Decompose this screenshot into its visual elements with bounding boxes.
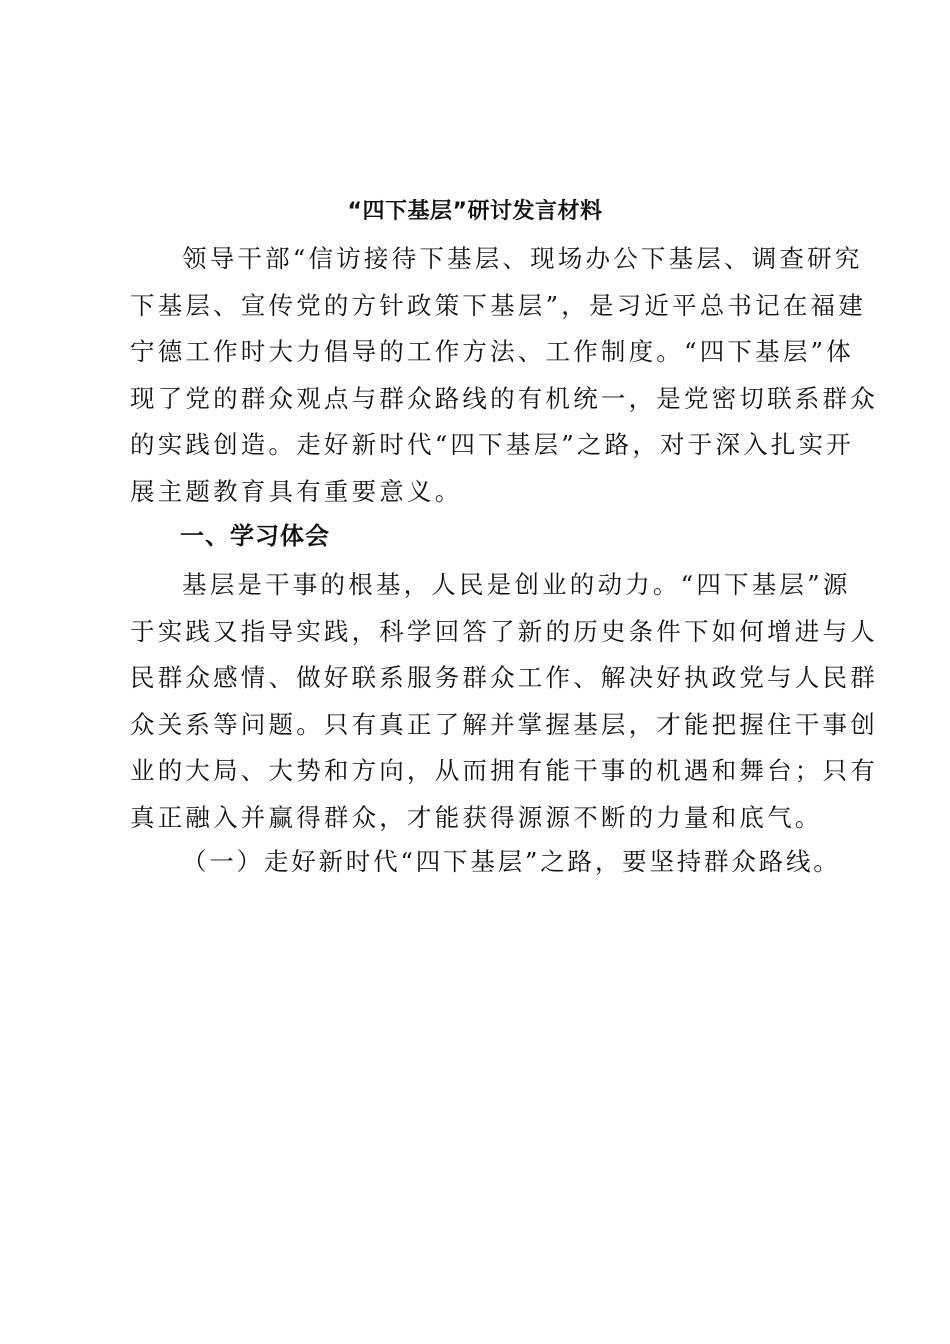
section-line: 基层是干事的根基，人民是创业的动力。“四下基层”源 [182,570,851,599]
intro-paragraph [130,236,878,515]
section-line: 众关系等问题。只有真正了解并掌握基层，才能把握住干事创 [130,709,878,739]
section-line: 于实践又指导实践，科学回答了新的历史条件下如何增进与人 [130,616,878,646]
intro-line: 现了党的群众观点与群众路线的有机统一，是党密切联系群众 [130,383,878,413]
section-paragraph [130,562,878,841]
document-title: “四下基层”研讨发言材料 [347,199,603,224]
intro-line: 宁德工作时大力倡导的工作方法、工作制度。“四下基层”体 [130,337,854,366]
section-line: 真正融入并赢得群众，才能获得源源不断的力量和底气。 [130,802,823,832]
intro-line: 下基层、宣传党的方针政策下基层”，是习近平总书记在福建 [130,290,866,320]
intro-line: 领导干部“信访接待下基层、现场办公下基层、调查研究 [182,244,863,273]
intro-line: 展主题教育具有重要意义。 [130,476,463,506]
section-heading: 一、学习体会 [180,522,330,550]
intro-line: 的实践创造。走好新时代“四下基层”之路，对于深入扎实开 [130,430,854,459]
subsection-heading: （一）走好新时代“四下基层”之路，要坚持群众路线。 [182,847,841,876]
section-line: 业的大局、大势和方向，从而拥有能干事的机遇和舞台；只有 [130,756,878,785]
section-line: 民群众感情、做好联系服务群众工作、解决好执政党与人民群 [130,663,878,692]
